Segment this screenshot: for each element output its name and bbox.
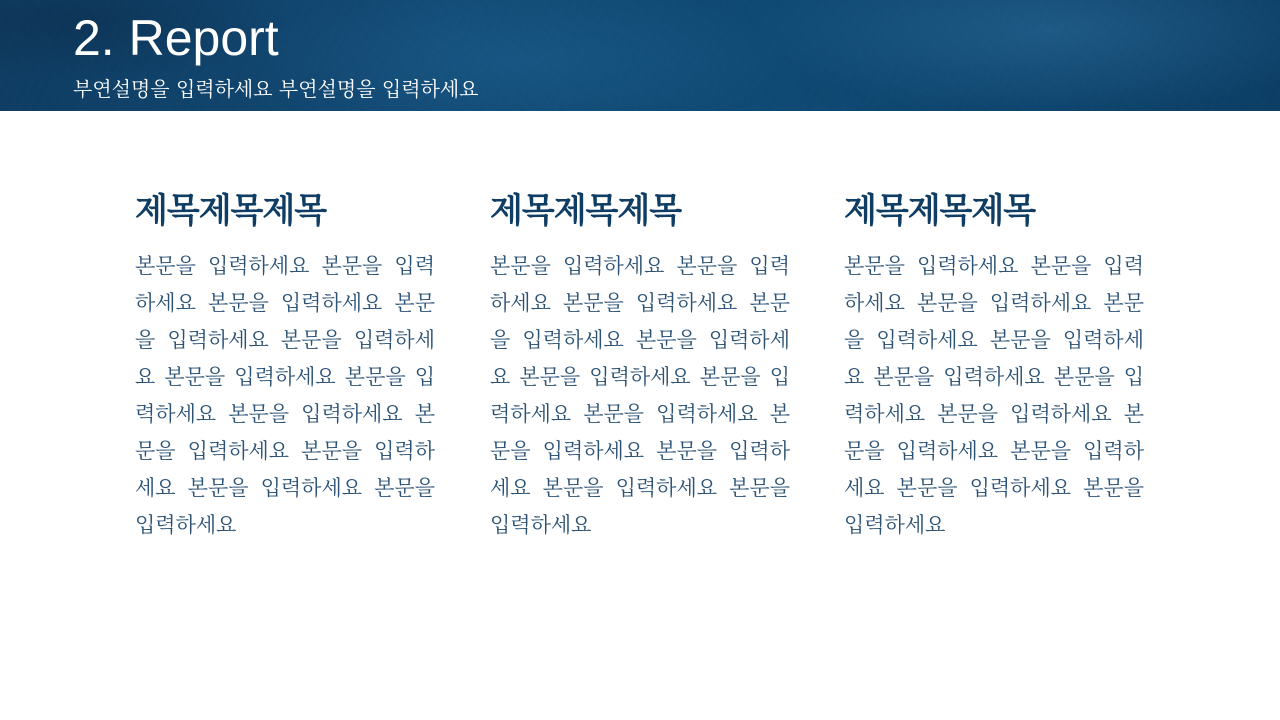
header-banner: [0, 0, 1280, 111]
page-title: 2. Report: [73, 10, 279, 66]
column-2: [490, 186, 790, 544]
column-heading: 제목제목제목: [844, 191, 1036, 231]
column-body-text: 본문을 입력하세요 본문을 입력하세요 본문을 입력하세요 본문을 입력하세요 본문을 입력하세요 본문을 입력하세요 본문을 입력하세요 본문을 입력하세요 본문을 입력하세요 본문을 입력하세요 본문을 입력하세요 본문을 입력하세요: [844, 254, 1144, 537]
column-1: [135, 186, 435, 544]
column-heading: 제목제목제목: [490, 191, 682, 231]
column-heading: 제목제목제목: [135, 191, 327, 231]
column-body-text: 본문을 입력하세요 본문을 입력하세요 본문을 입력하세요 본문을 입력하세요 본문을 입력하세요 본문을 입력하세요 본문을 입력하세요 본문을 입력하세요 본문을 입력하세요 본문을 입력하세요 본문을 입력하세요 본문을 입력하세요: [135, 254, 435, 537]
page-subtitle: 부연설명을 입력하세요 부연설명을 입력하세요: [73, 77, 479, 101]
column-body-text: 본문을 입력하세요 본문을 입력하세요 본문을 입력하세요 본문을 입력하세요 본문을 입력하세요 본문을 입력하세요 본문을 입력하세요 본문을 입력하세요 본문을 입력하세요 본문을 입력하세요 본문을 입력하세요 본문을 입력하세요: [490, 254, 790, 537]
column-3: [844, 186, 1144, 544]
